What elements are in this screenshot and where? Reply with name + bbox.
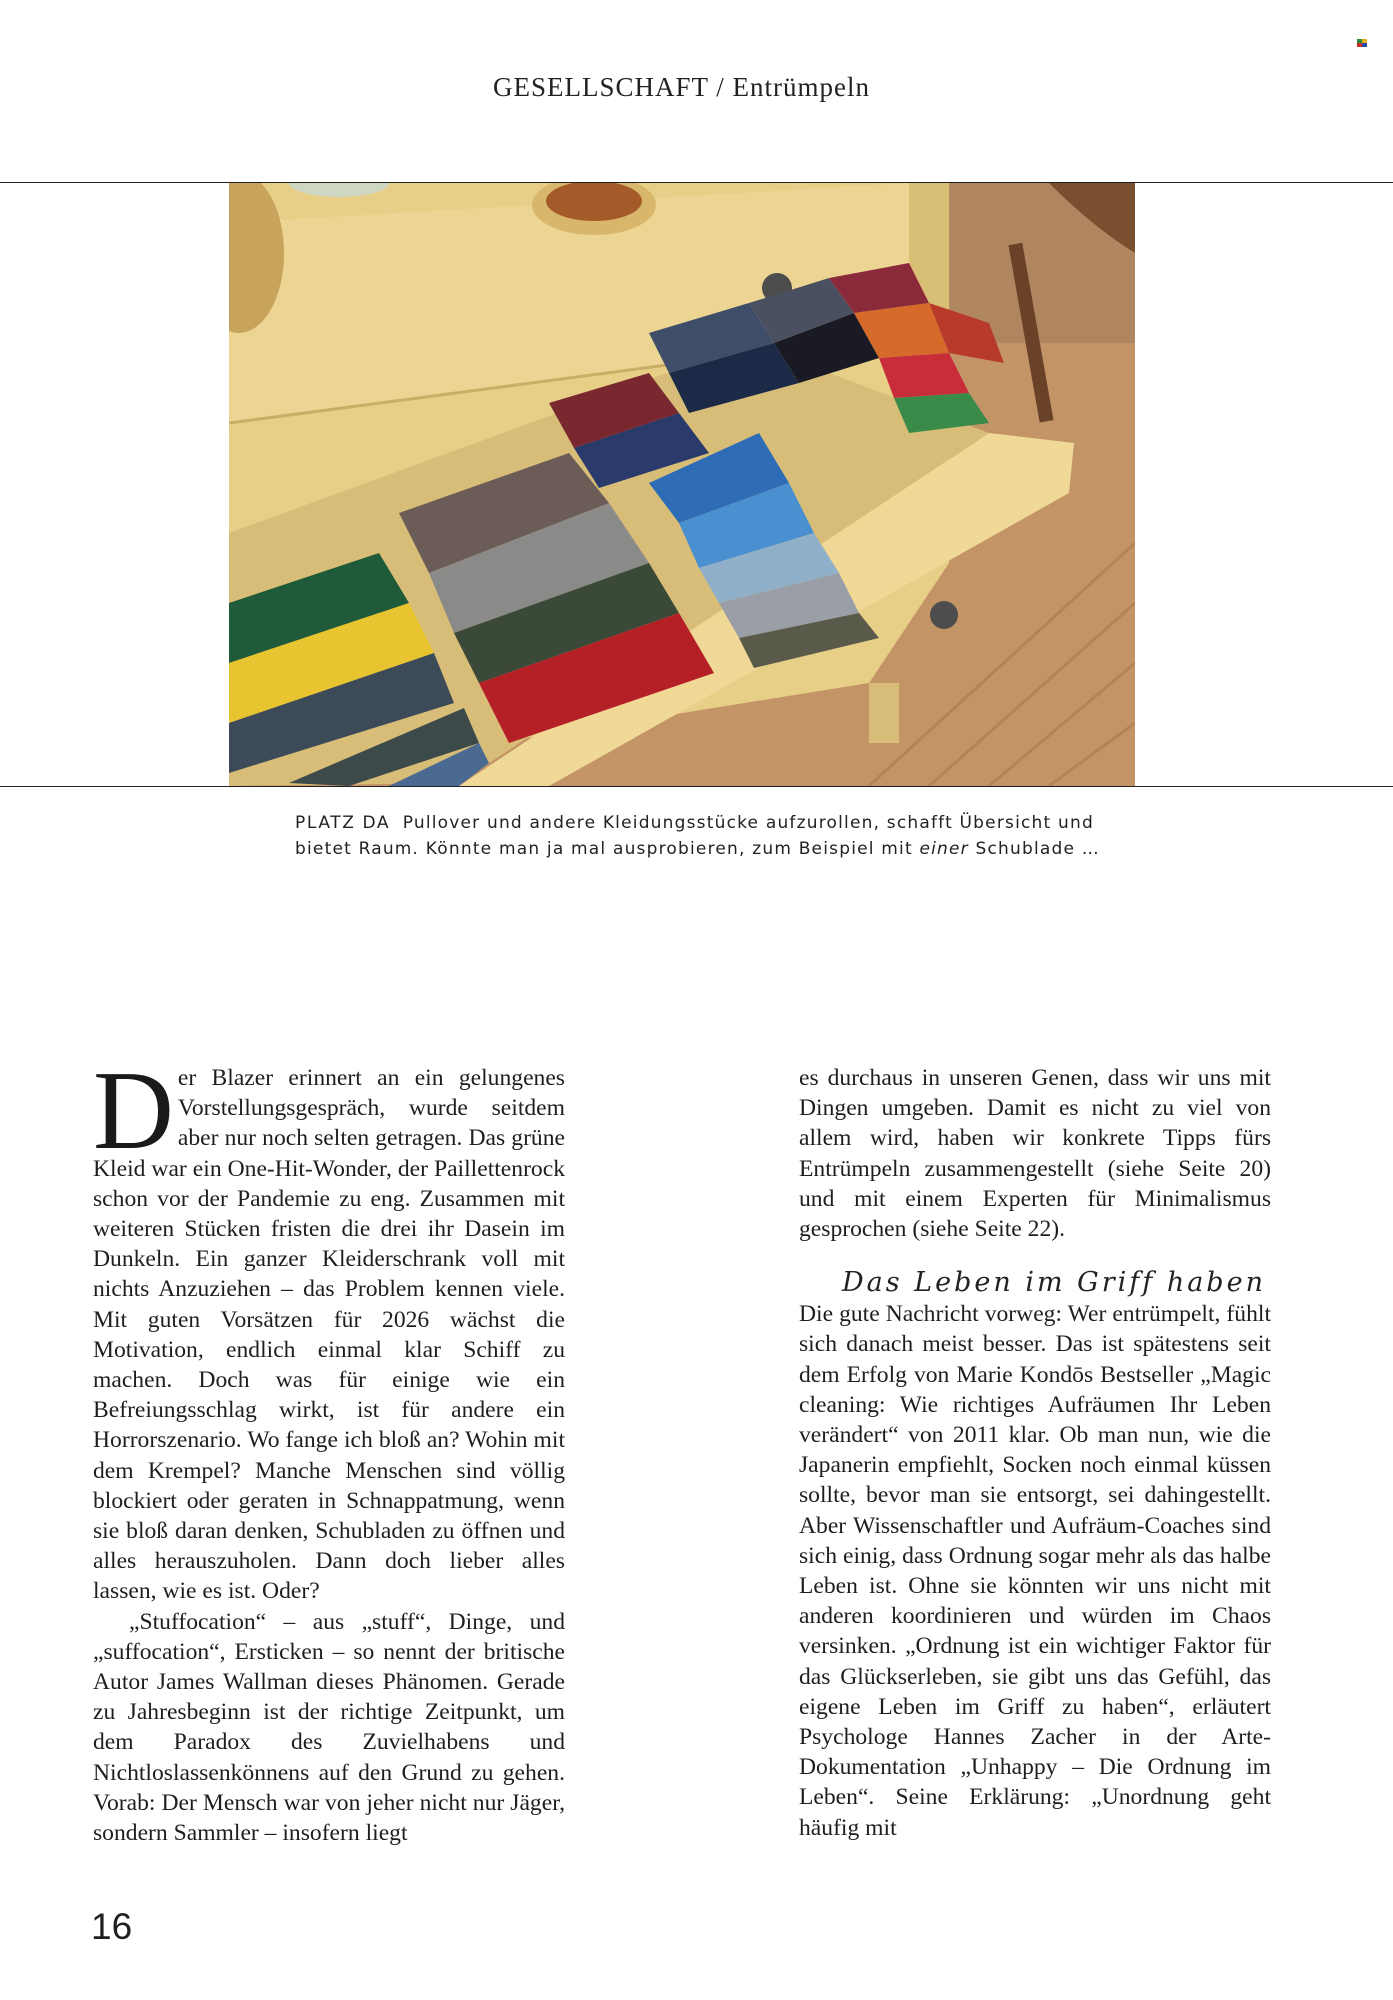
header-section: GESELLSCHAFT	[492, 72, 709, 102]
caption-text-end: Schublade …	[975, 839, 1100, 859]
caption-lead: PLATZ DA	[295, 813, 391, 833]
article-paragraph: „Stuffocation“ – aus „stuff“, Dinge, und „suffocation“, Ersticken – so nennt der britische Autor James Wallman dieses Phänomen. Gerade zu Jahresbeginn ist der richtige Zeitpunkt, um dem Paradox des Zuvielhabens und Nichtloslassenkönnens auf den Grund zu gehen. Vorab: Der Mensch war von jeher nicht nur Jäger, sondern Sammler – insofern liegt	[93, 1608, 565, 1847]
paragraph-text: er Blazer erinnert an ein gelungenes Vorstellungsgespräch, wurde seitdem aber nur noch selten getragen. Das grüne Kleid war ein One-Hit-Wonder, der Paillettenrock schon vor der Pandemie zu eng. Zusammen mit weiteren Stücken fristen die drei ihr Dasein im Dunkeln. Ein ganzer Kleiderschrank voll mit nichts Anzuziehen – das Problem kennen viele. Mit guten Vorsätzen für 2026 wächst die Motivation, endlich einmal klar Schiff zu machen. Doch was für einige wie ein Befreiungsschlag wirkt, ist für andere ein Horrorszenario. Wo fange ich bloß an? Wohin mit dem Krempel? Manche Menschen sind völlig blockiert oder geraten in Schnappatmung, wenn sie bloß daran denken, Schubladen zu öffnen und alles herauszuholen. Dann doch lieber alles lassen, wie es ist. Oder?	[93, 1065, 565, 1605]
page-number: 16	[91, 1906, 133, 1947]
article-paragraph: es durchaus in unseren Genen, dass wir uns mit Dingen umgeben. Damit es nicht zu viel von allem wird, haben wir konkrete Tipps fürs Entrümpeln zusammengestellt (siehe Seite 20) und mit einem Experten für Minimalismus gesprochen (siehe Seite 22).	[799, 1065, 1271, 1243]
corner-mark-icon	[1357, 39, 1367, 47]
caption-emphasis: einer	[919, 839, 969, 859]
caption-text: Pullover und andere Kleidungsstücke aufzurollen, schafft Übersicht und bietet Raum. Könnte man ja mal ausprobieren, zum Beispiel mit	[295, 813, 1094, 859]
photo-caption	[295, 810, 1125, 862]
article-column-left	[93, 1049, 565, 1848]
article-column-right	[799, 1063, 1271, 1843]
subheading: Das Leben im Griff haben	[842, 1267, 1266, 1299]
running-header	[0, 72, 1363, 103]
header-topic: Entrümpeln	[732, 72, 871, 102]
bottom-rule	[0, 786, 1393, 787]
drop-cap: D	[93, 1049, 174, 1173]
chest-of-drawers-photo	[229, 183, 1135, 786]
article-paragraph: Die gute Nachricht vorweg: Wer entrümpelt, fühlt sich danach meist besser. Das ist spätestens seit dem Erfolg von Marie Kondōs Bestseller „Magic cleaning: Wie richtiges Aufräumen Ihr Leben verändert“ von 2011 klar. Ob man nun, wie die Japanerin empfiehlt, Socken noch einmal küssen sollte, bevor man sie entsorgt, sei dahingestellt. Aber Wissenschaftler und Aufräum-Coaches sind sich einig, dass Ordnung sogar mehr als das halbe Leben ist. Ohne sie könnten wir uns nicht mit anderen koordinieren und würden im Chaos versinken. „Ordnung ist ein wichtiger Faktor für das Glückserleben, sie gibt uns das Gefühl, das eigene Leben im Griff zu haben“, erläutert Psychologe Hannes Zacher in der Arte-Dokumentation „Unhappy – Die Ordnung im Leben“. Seine Erklärung: „Unordnung geht häufig mit	[799, 1301, 1271, 1841]
header-separator: /	[716, 72, 725, 102]
article-paragraph	[93, 1049, 565, 1607]
